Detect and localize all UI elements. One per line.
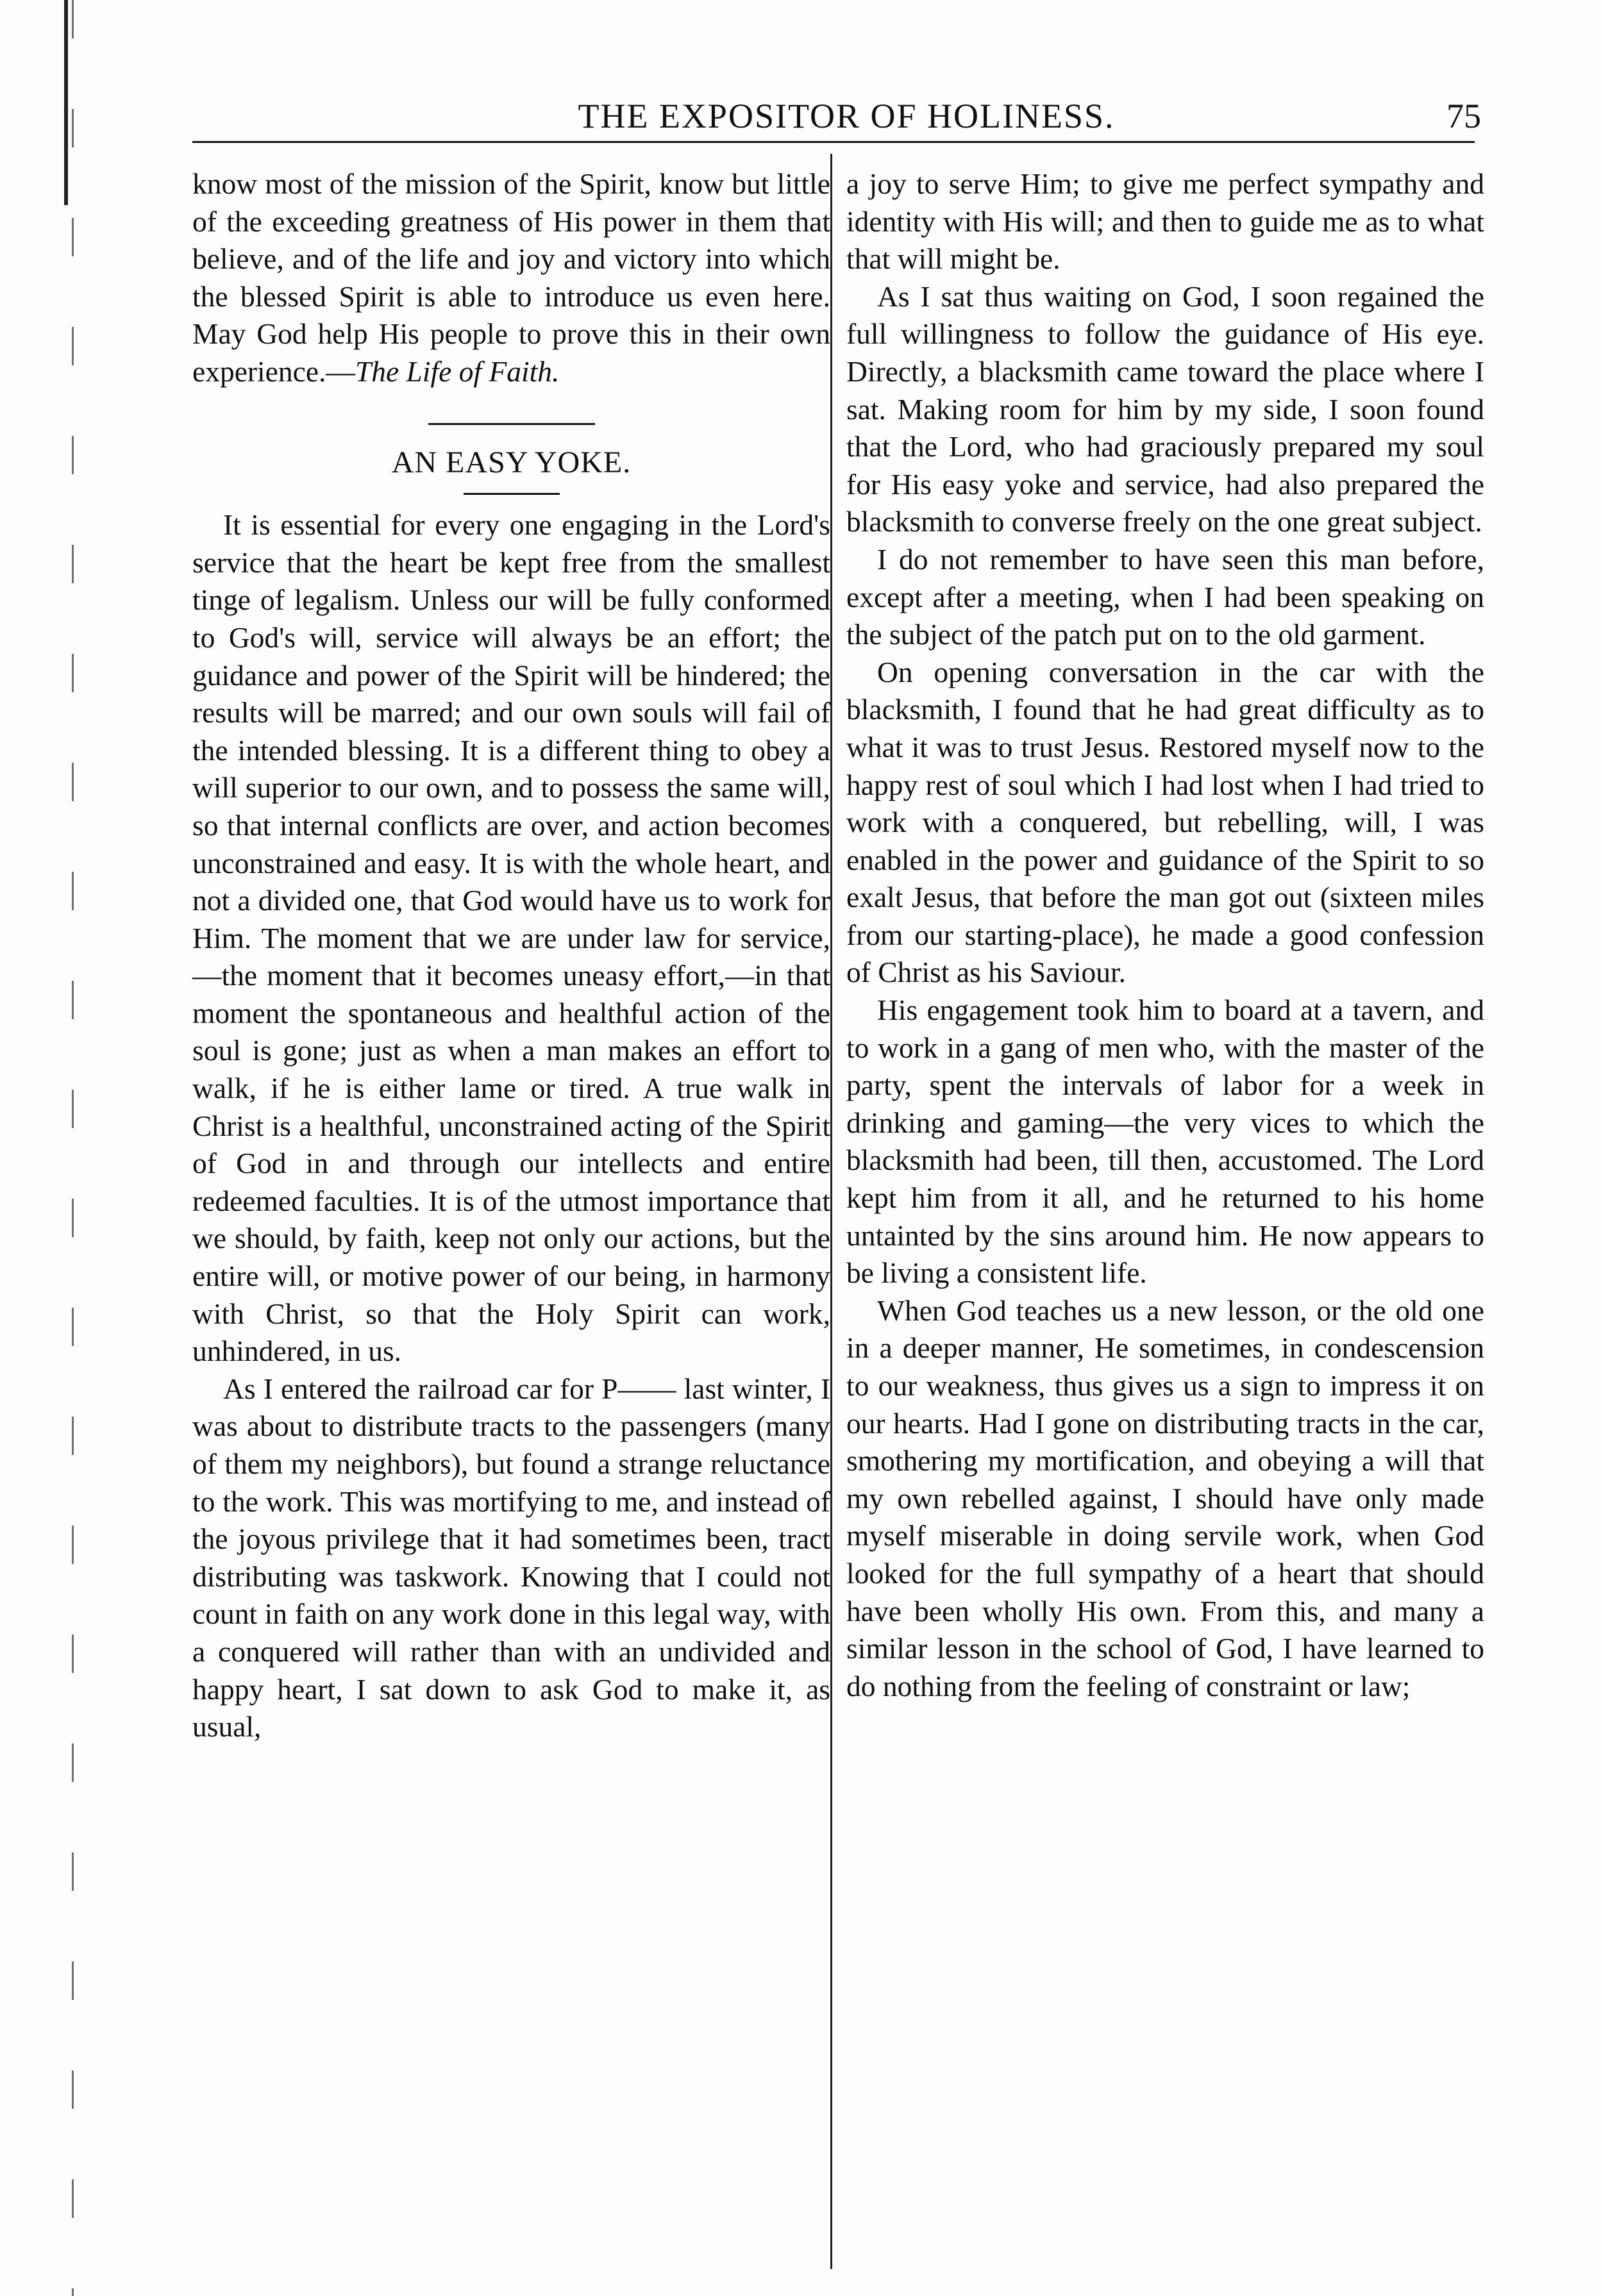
paragraph: His engagement took him to board at a tavern, and to work in a gang of men who, with the master of the party, spent the intervals of labor for a week in drinking and gaming—the very vices to which the blacksmith had been, till then, accustomed. The Lord kept him from it all, and he returned to his home untainted by the sins around him. He now appears to be living a consistent life. xyxy=(846,994,1484,1290)
continued-text xyxy=(192,165,830,391)
right-column xyxy=(846,165,1484,1705)
left-column xyxy=(192,165,830,1746)
column-divider xyxy=(830,154,832,2269)
paragraph: It is essential for every one engaging in the Lord's service that the heart be kept free from the smallest tinge of legalism. Unless our will be fully conformed to God's will, service will always be an effort; the guidance and power of the Spirit will be hindered; the results will be marred; and our own souls will fail of the intended blessing. It is a different thing to obey a will superior to our own, and to possess the same will, so that internal conflicts are over, and action becomes unconstrained and easy. It is with the whole heart, and not a divided one, that God would have us to work for Him. The moment that we are under law for service,—the moment that it becomes uneasy effort,—in that moment the spontaneous and healthful action of the soul is gone; just as when a man makes an effort to walk, if he is either lame or tired. A true walk in Christ is a healthful, unconstrained acting of the Spirit of God in and through our intellects and entire redeemed faculties. It is of the utmost importance that we should, by faith, keep not only our actions, but the entire will, or motive power of our being, in harmony with Christ, so that the Holy Spirit can work, unhindered, in us. xyxy=(192,508,830,1368)
running-title: THE EXPOSITOR OF HOLINESS. xyxy=(578,97,1115,135)
continued-text: a joy to serve Him; to give me perfect sympathy and identity with His will; and then to guide me as to what that will might be. xyxy=(846,167,1484,276)
section-heading: AN EASY YOKE. xyxy=(391,445,632,479)
binding-shadow xyxy=(72,0,74,2296)
section-divider xyxy=(428,423,595,425)
paragraph: I do not remember to have seen this man before, except after a meeting, when I had been speaking on the subject of the patch put on to the old garment. xyxy=(846,542,1484,651)
page-header xyxy=(212,96,1481,147)
paragraph: As I sat thus waiting on God, I soon regained the full willingness to follow the guidance of His eye. Directly, a blacksmith came toward the place where I sat. Making room for him by my side, I soon found that the Lord, who had graciously prepared my soul for His easy yoke and service, had also prepared the blacksmith to converse freely on the one great subject. xyxy=(846,279,1484,538)
attribution: The Life of Faith. xyxy=(355,354,560,388)
header-rule xyxy=(192,141,1475,143)
page-number: 75 xyxy=(1446,97,1481,135)
heading-divider xyxy=(464,493,560,495)
continued-body: know most of the mission of the Spirit, know but little of the exceeding greatness of His power in them that believe, and of the life and joy and victory into which the blessed Spirit is able to introduce us even here. May God help His people to prove this in their own experience.— xyxy=(192,167,830,388)
paragraph: As I entered the railroad car for P—— last winter, I was about to distribute tracts to the passengers (many of them my neighbors), but found a strange reluctance to the work. This was mortifying to me, and instead of the joyous privilege that it had sometimes been, tract distributing was taskwork. Knowing that I could not count in faith on any work done in this legal way, with a conquered will rather than with an undivided and happy heart, I sat down to ask God to make it, as usual, xyxy=(192,1372,830,1743)
paragraph: On opening conversation in the car with the blacksmith, I found that he had great difficulty as to what it was to trust Jesus. Restored myself now to the happy rest of soul which I had lost when I had tried to work with a conquered, but rebelling, will, I was enabled in the power and guidance of the Spirit to so exalt Jesus, that before the man got out (sixteen miles from our starting-place), he made a good confession of Christ as his Saviour. xyxy=(846,655,1484,989)
paragraph: When God teaches us a new lesson, or the old one in a deeper manner, He sometimes, in condescension to our weakness, thus gives us a sign to impress it on our hearts. Had I gone on distributing tracts in the car, smothering my mortification, and obeying a will that my own rebelled against, I should have only made myself miserable in doing servile work, when God looked for the full sympathy of a heart that should have been wholly His own. From this, and many a similar lesson in the school of God, I have learned to do nothing from the feeling of constraint or law; xyxy=(846,1294,1484,1702)
binding-edge xyxy=(64,0,68,205)
